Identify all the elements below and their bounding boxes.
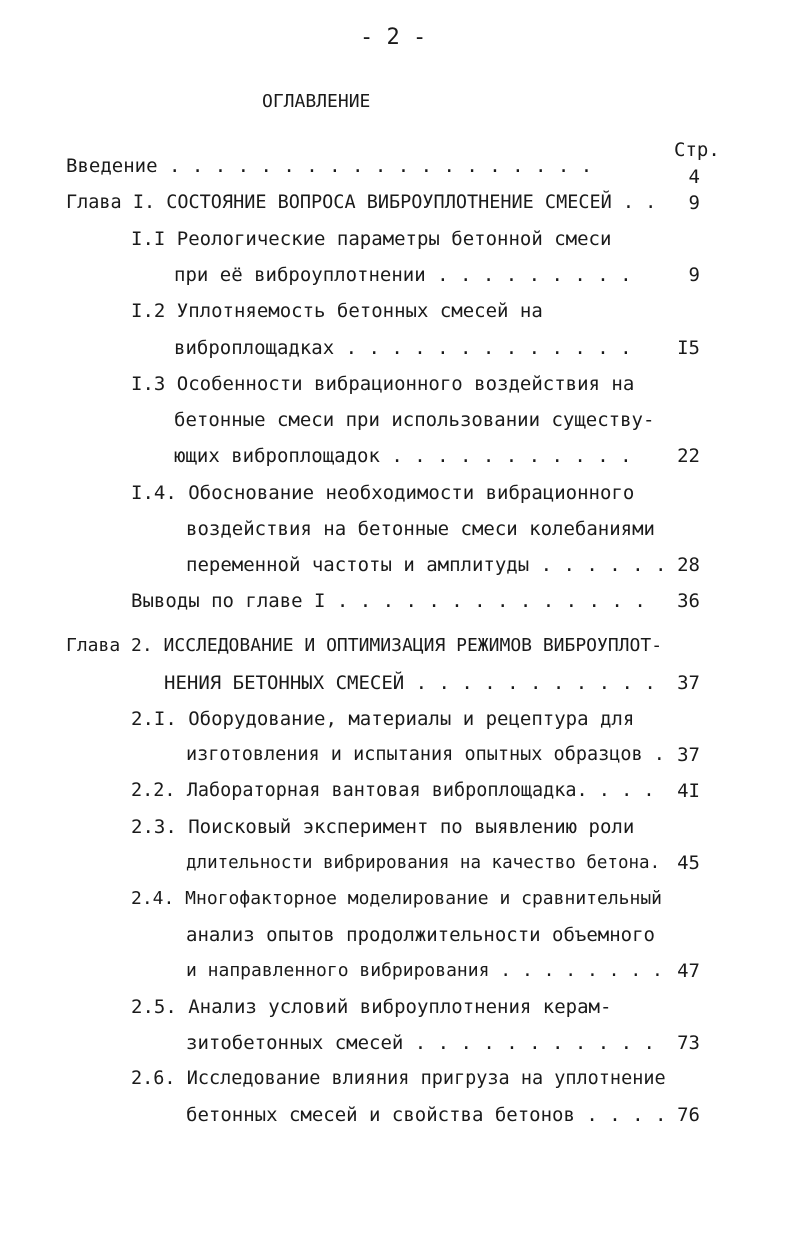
toc-entry-text: 2.I. Оборудование, материалы и рецептура для xyxy=(131,708,635,730)
toc-entry-text: анализ опытов продолжительности объемного xyxy=(186,924,655,946)
toc-entry-page: 9 xyxy=(688,192,700,214)
toc-entry-page: 28 xyxy=(677,554,700,576)
toc-entry-page: 73 xyxy=(677,1032,700,1054)
toc-entry-text: при её виброуплотнении . . . . . . . . . xyxy=(174,264,632,286)
toc-entry-text: длительности вибрирования на качество бетона. xyxy=(186,853,661,873)
toc-entry-text: 2.2. Лабораторная вантовая виброплощадка. . . . xyxy=(131,780,655,801)
page-column-header: Стр. xyxy=(674,139,720,161)
toc-entry-text: и направленного вибрирования . . . . . . . . xyxy=(186,960,663,981)
toc-entry-text: бетонных смесей и свойства бетонов . . . . xyxy=(186,1104,667,1126)
toc-entry-text: 2.3. Поисковый эксперимент по выявлению роли xyxy=(131,816,635,838)
toc-entry-text: 2.5. Анализ условий виброуплотнения керам- xyxy=(131,996,612,1018)
toc-title: ОГЛАВЛЕНИЕ xyxy=(262,91,371,112)
toc-entry-text: НЕНИЯ БЕТОННЫХ СМЕСЕЙ . . . . . . . . . . . xyxy=(164,672,656,694)
toc-entry-text: воздействия на бетонные смеси колебаниями xyxy=(186,518,655,540)
toc-entry-page: 45 xyxy=(677,852,700,874)
toc-entry-page: 37 xyxy=(677,744,700,766)
toc-entry-page: 4 xyxy=(688,166,700,188)
toc-entry-text: I.4. Обоснование необходимости вибрационного xyxy=(131,482,635,504)
toc-entry-page: 76 xyxy=(677,1104,700,1126)
toc-entry-text: виброплощадках . . . . . . . . . . . . . xyxy=(174,337,632,359)
toc-entry-text: переменной частоты и амплитуды . . . . . . xyxy=(186,554,667,576)
toc-entry-page: 22 xyxy=(677,445,700,467)
toc-entry-text: 2.6. Исследование влияния пригруза на уплотнение xyxy=(131,1068,666,1089)
toc-entry-text: I.2 Уплотняемость бетонных смесей на xyxy=(131,300,543,322)
toc-entry-text: Выводы по главе I . . . . . . . . . . . . . . xyxy=(131,590,646,612)
toc-entry-text: I.I Реологические параметры бетонной смеси xyxy=(131,228,612,250)
toc-entry-text: изготовления и испытания опытных образцов . xyxy=(186,744,665,765)
toc-entry-text: Глава 2. ИССЛЕДОВАНИЕ И ОПТИМИЗАЦИЯ РЕЖИМОВ ВИБРОУПЛОТ- xyxy=(66,635,663,656)
toc-entry-page: 47 xyxy=(677,960,700,982)
toc-entry-page: I5 xyxy=(677,337,700,359)
toc-entry-page: 9 xyxy=(688,264,700,286)
toc-entry-text: Глава I. СОСТОЯНИЕ ВОПРОСА ВИБРОУПЛОТНЕНИЕ СМЕСЕЙ . . xyxy=(66,192,657,213)
page-number: - 2 - xyxy=(360,25,427,50)
toc-entry-page: 4I xyxy=(677,780,700,802)
toc-entry-text: ющих виброплощадок . . . . . . . . . . . xyxy=(174,445,632,467)
toc-entry-text: 2.4. Многофакторное моделирование и сравнительный xyxy=(131,888,663,909)
toc-entry-page: 36 xyxy=(677,590,700,612)
toc-entry-text: зитобетонных смесей . . . . . . . . . . . xyxy=(186,1032,655,1054)
toc-entry-text: I.3 Особенности вибрационного воздействия на xyxy=(131,373,635,395)
toc-entry-page: 37 xyxy=(677,672,700,694)
toc-entry-text: Введение . . . . . . . . . . . . . . . . . . . xyxy=(66,155,593,177)
toc-entry-text: бетонные смеси при использовании существу- xyxy=(174,409,655,431)
